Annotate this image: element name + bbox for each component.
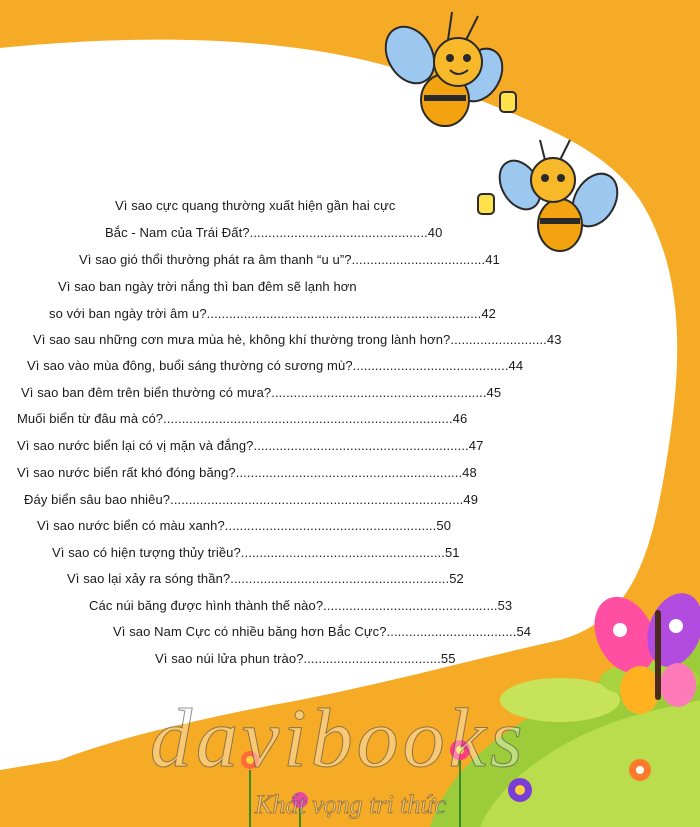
toc-line: Vì sao nước biển có màu xanh?.........................................................50 [37, 518, 452, 533]
toc-line: Vì sao nước biển lại có vị mặn và đắng?..........................................................47 [17, 438, 484, 453]
toc-line: Vì sao lại xảy ra sóng thần?...........................................................52 [67, 571, 464, 586]
toc-line: Vì sao sau những cơn mưa mùa hè, không khí thường trong lành hơn?..........................43 [33, 332, 562, 347]
toc-line: Vì sao gió thổi thường phát ra âm thanh “u u”?....................................41 [79, 252, 500, 267]
toc-line: Vì sao núi lửa phun trào?.....................................55 [155, 651, 456, 666]
toc-line: Vì sao cực quang thường xuất hiện gần hai cực [115, 198, 396, 213]
toc-line: Vì sao nước biển rất khó đóng băng?.............................................................48 [17, 465, 477, 480]
toc-line: Vì sao có hiện tượng thủy triều?.......................................................51 [52, 545, 460, 560]
toc-line: Bắc - Nam của Trái Đất?................................................40 [105, 225, 443, 240]
watermark-tagline: Khát vọng tri thức [255, 790, 447, 819]
toc-line: Đáy biển sâu bao nhiêu?...............................................................................49 [24, 492, 479, 507]
toc-line: Muối biển từ đâu mà có?..............................................................................46 [17, 411, 468, 426]
toc-line: so với ban ngày trời âm u?..........................................................................42 [49, 306, 497, 321]
watermark-logo: davibooks [150, 692, 527, 785]
toc-line: Vì sao ban ngày trời nắng thì ban đêm sẽ lạnh hơn [58, 279, 357, 294]
toc-line: Các núi băng được hình thành thế nào?...............................................53 [89, 598, 513, 613]
toc-line: Vì sao Nam Cực có nhiều băng hơn Bắc Cực?...................................54 [113, 624, 532, 639]
toc-line: Vì sao vào mùa đông, buổi sáng thường có sương mù?..........................................44 [27, 358, 524, 373]
toc-line: Vì sao ban đêm trên biển thường có mưa?..........................................................45 [21, 385, 502, 400]
